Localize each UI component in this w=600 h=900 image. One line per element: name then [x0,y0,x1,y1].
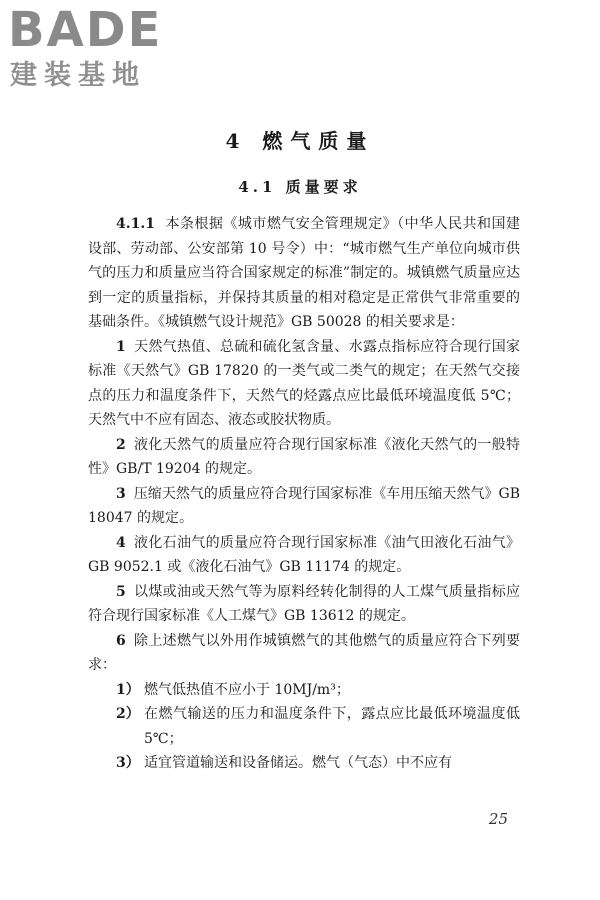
item-number: 5 [116,583,126,600]
item-text: 除上述燃气以外用作城镇燃气的其他燃气的质量应符合下列要求： [88,632,520,673]
item-text: 以煤或油或天然气等为原料经转化制得的人工煤气质量指标应符合现行国家标准《人工煤气》GB 13612 的规定。 [88,583,520,624]
clause-number: 4.1.1 [116,216,155,232]
logo-wordmark: BADE [8,2,163,58]
list-item [88,531,520,580]
item-text: 天然气热值、总硫和硫化氢含量、水露点指标应符合现行国家标准《天然气》GB 17820 的一类气或二类气的规定；在天然气交接点的压力和温度条件下，天然气的烃露点应比最低环境温度低 5℃；天然气中不应有固态、液态或胶状物质。 [88,338,520,428]
sub-item-number: 1） [116,681,140,698]
list-item [88,580,520,629]
list-item [88,433,520,482]
page-number: 25 [488,810,508,828]
sub-list-item [88,702,520,751]
list-item [88,629,520,678]
clause-text: 本条根据《城市燃气安全管理规定》（中华人民共和国建设部、劳动部、公安部第 10 号令）中：“城市燃气生产单位向城市供气的压力和质量应当符合国家规定的标准”制定的。城镇燃气质量应达到一定的质量指标，并保持其质量的相对稳定是正常供气非常重要的基础条件。《城镇燃气设计规范》GB 50028 的相关要求是： [88,216,520,330]
sub-list-item [88,678,520,703]
sub-item-text: 在燃气输送的压力和温度条件下，露点应比最低环境温度低 5℃； [144,706,520,747]
item-number: 4 [116,534,126,551]
bade-logo [8,2,178,94]
item-text: 液化石油气的质量应符合现行国家标准《油气田液化石油气》GB 9052.1 或《液化石油气》GB 11174 的规定。 [88,534,520,575]
item-number: 2 [116,436,126,453]
sub-item-text: 适宜管道输送和设备储运。燃气（气态）中不应有 [144,755,452,771]
item-text: 液化天然气的质量应符合现行国家标准《液化天然气的一般特性》GB/T 19204 的规定。 [88,436,520,477]
item-number: 6 [116,632,126,649]
item-text: 压缩天然气的质量应符合现行国家标准《车用压缩天然气》GB 18047 的规定。 [88,485,520,526]
section-title: 4.1 质量要求 [238,178,362,196]
clause-paragraph [88,212,520,335]
item-number: 1 [116,338,126,355]
sub-item-number: 2） [116,706,140,722]
list-item [88,482,520,531]
sub-list-item [88,751,520,776]
list-item [88,335,520,433]
item-number: 3 [116,485,126,502]
sub-item-number: 3） [116,755,140,771]
page-body [88,212,520,776]
chapter-title: 4 燃气质量 [225,129,375,153]
logo-subtitle: 建装基地 [10,60,146,91]
sub-item-text: 燃气低热值不应小于 10MJ/m³； [144,681,350,698]
